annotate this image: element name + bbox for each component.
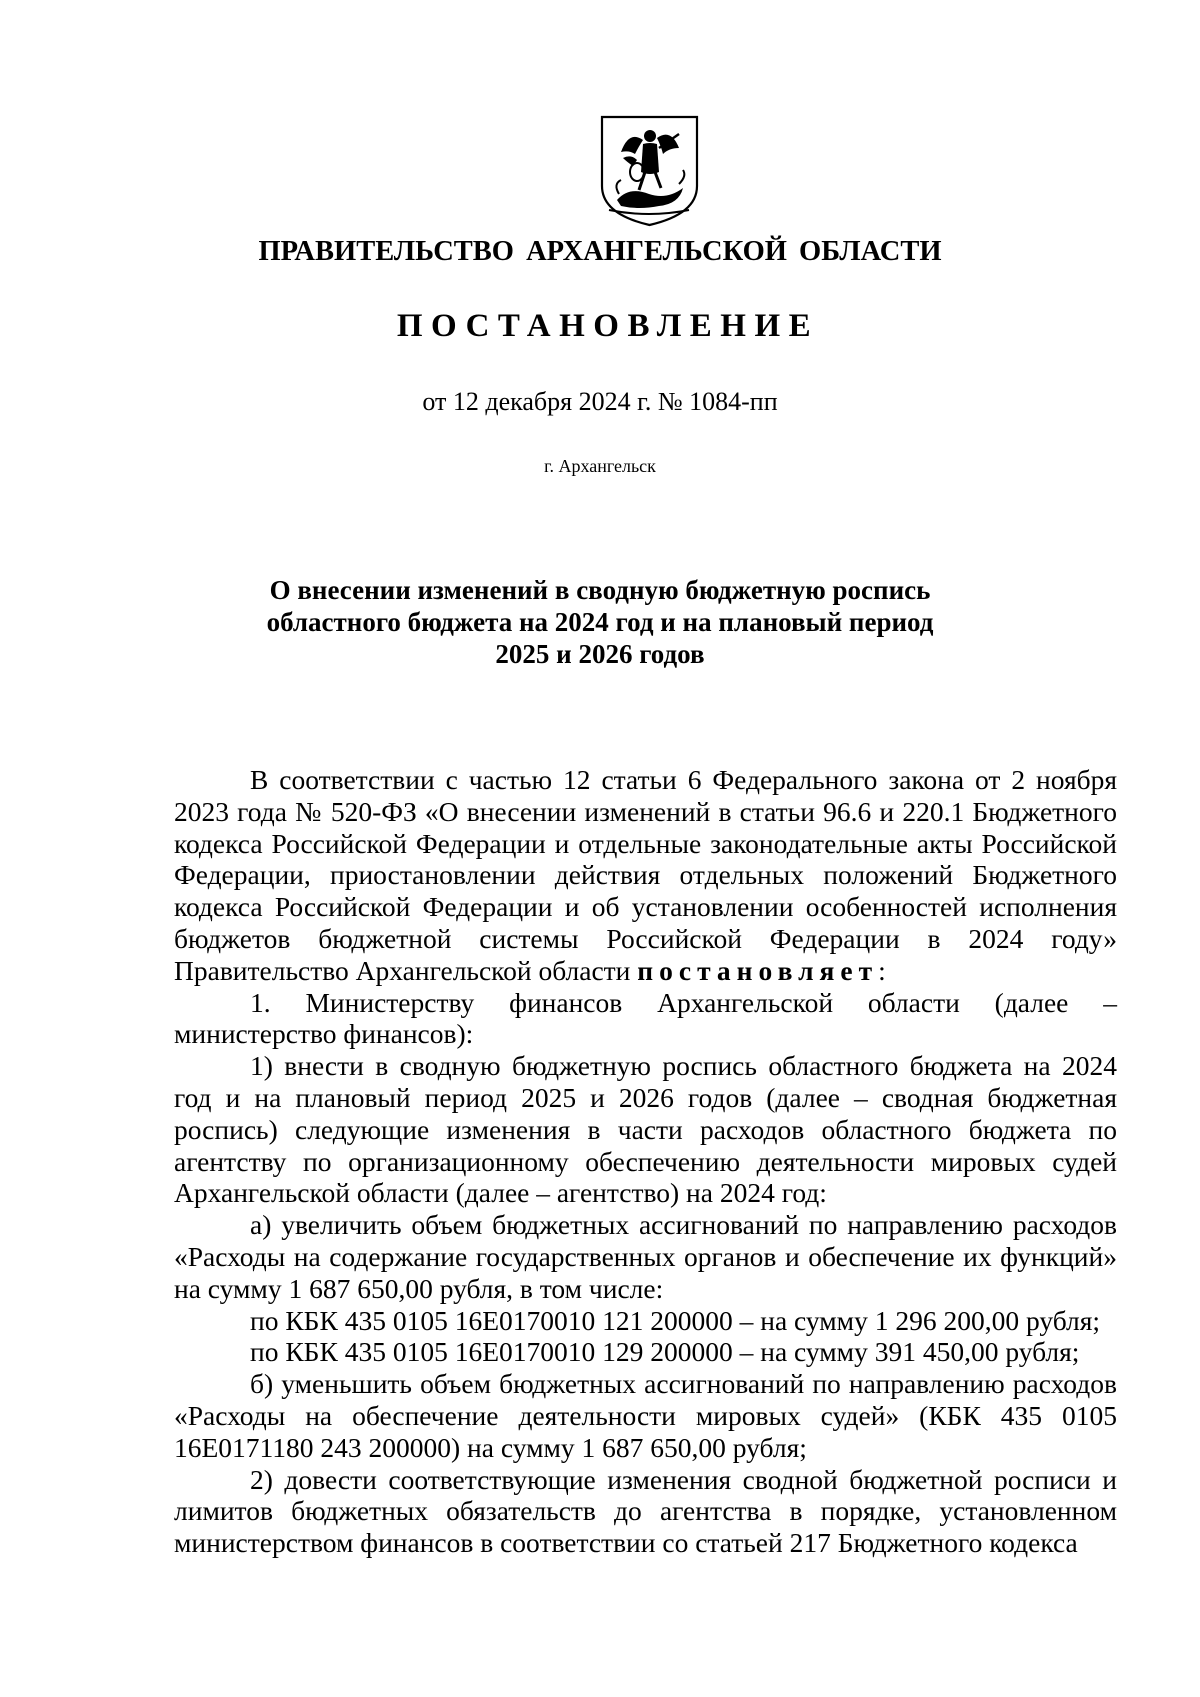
- body-paragraph: по КБК 435 0105 16Е0170010 121 200000 – на сумму 1 296 200,00 рубля;: [250, 1304, 1101, 1336]
- decree-word: постановляет: [637, 954, 879, 986]
- body-paragraph: а) увеличить объем бюджетных ассигнований по направлению расходов «Расходы на содержание государственных органов и обеспечение их функций» на сумму 1 687 650,00 рубля, в том числе:: [174, 1209, 1117, 1304]
- decree-colon: :: [878, 954, 886, 986]
- city-line: г. Архангельск: [544, 456, 656, 476]
- preamble-text: В соответствии с частью 12 статьи 6 Федерального закона от 2 ноября 2023 года № 520-ФЗ «О внесении изменений в статьи 96.6 и 220.1 Бюджетного кодекса Российской Федерации и отдельные законодательные акты Российской Федерации, приостановлении действия отдельных положений Бюджетного кодекса Российской Федерации и об установлении особенностей исполнения бюджетов бюджетной системы Российской Федерации в 2024 году» Правительство Архангельской области: [174, 764, 1117, 986]
- body-paragraph: 1) внести в сводную бюджетную роспись областного бюджета на 2024 год и на плановый период 2025 и 2026 годов (далее – сводная бюджетная роспись) следующие изменения в части расходов областного бюджета по агентству по организационному обеспечению деятельности мировых судей Архангельской области (далее – агентство) на 2024 год:: [174, 1050, 1117, 1209]
- document-type: ПОСТАНОВЛЕНИЕ: [396, 308, 820, 344]
- title-line: 2025 и 2026 годов: [495, 639, 705, 669]
- body-paragraph: по КБК 435 0105 16Е0170010 129 200000 – на сумму 391 450,00 рубля;: [250, 1336, 1080, 1368]
- coat-of-arms-emblem: [599, 114, 700, 228]
- body-paragraph: б) уменьшить объем бюджетных ассигнований по направлению расходов «Расходы на обеспечение деятельности мировых судей» (КБК 435 0105 16Е0171180 243 200000) на сумму 1 687 650,00 рубля;: [174, 1368, 1117, 1463]
- body-paragraph: 2) довести соответствующие изменения сводной бюджетной росписи и лимитов бюджетных обязательств до агентства в порядке, установленном министерством финансов в соответствии со статьей 217 Бюджетного кодекса: [174, 1463, 1117, 1559]
- body-paragraph: 1. Министерству финансов Архангельской области (далее – министерство финансов):: [174, 986, 1117, 1050]
- title-line: областного бюджета на 2024 год и на плановый период: [266, 607, 934, 637]
- document-body: [174, 764, 1117, 1559]
- government-name: ПРАВИТЕЛЬСТВО АРХАНГЕЛЬСКОЙ ОБЛАСТИ: [258, 236, 942, 267]
- date-number-line: от 12 декабря 2024 г. № 1084-пп: [422, 387, 778, 416]
- preamble-paragraph: [174, 764, 1117, 987]
- document-title: [200, 574, 1000, 670]
- title-line: О внесении изменений в сводную бюджетную роспись: [269, 575, 931, 605]
